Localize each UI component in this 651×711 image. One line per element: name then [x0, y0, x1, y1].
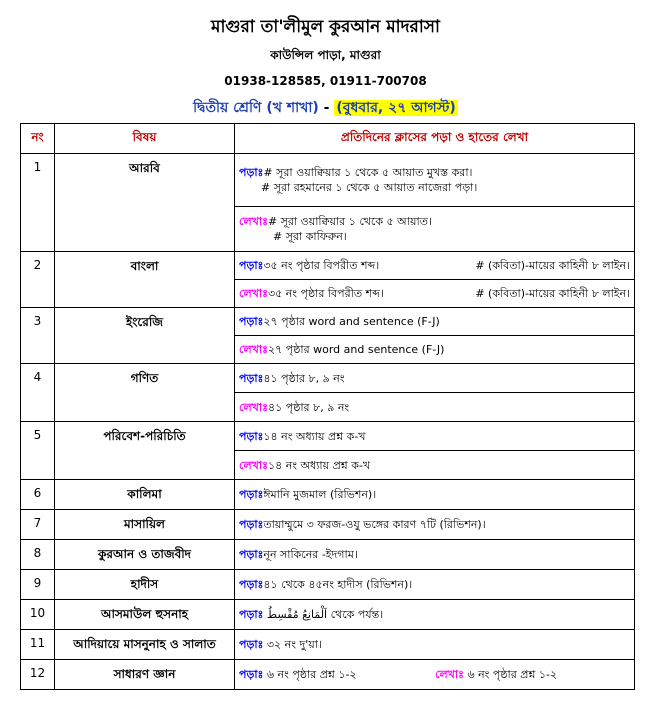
write-cell [235, 451, 635, 480]
read-text: ৪১ পৃষ্ঠার ৮, ৯ নং [263, 371, 345, 385]
row-number: 10 [21, 600, 55, 630]
read-cell [235, 480, 635, 510]
read-label: পড়াঃ [239, 668, 264, 681]
row-number: 2 [21, 252, 55, 308]
read-text: ২৭ পৃষ্ঠার word and sentence (F-J) [263, 315, 440, 328]
write-text: ৩৫ নং পৃষ্ঠার বিপরীত শব্দ। [267, 287, 384, 300]
write-label: লেখাঃ [239, 400, 268, 414]
read-cell [235, 422, 635, 451]
read-label: পড়াঃ [239, 518, 264, 531]
read-text: اَلْمَانِعُ مُقْسِطُ থেকে পর্যন্ত। [266, 608, 384, 621]
row-subject: মাসায়িল [55, 510, 235, 540]
table-row [21, 364, 635, 393]
table-row [21, 540, 635, 570]
read-cell [235, 308, 635, 336]
row-number: 1 [21, 154, 55, 252]
header-subject: বিষয় [55, 124, 235, 154]
date-label: (বুধবার, ২৭ আগস্ট) [336, 100, 456, 116]
row-number: 11 [21, 630, 55, 660]
table-row [21, 600, 635, 630]
row-number: 8 [21, 540, 55, 570]
write-text: ২৭ পৃষ্ঠার word and sentence (F-J) [267, 343, 445, 356]
read-text: ৩৫ নং পৃষ্ঠার বিপরীত শব্দ। [263, 259, 380, 272]
row-subject: গণিত [55, 364, 235, 422]
table-row [21, 154, 635, 207]
row-number: 7 [21, 510, 55, 540]
read-label: পড়াঃ [239, 548, 264, 561]
read-label: পড়াঃ [239, 608, 264, 621]
read-cell [235, 630, 635, 660]
phone-numbers: 01938-128585, 01911-700708 [224, 74, 427, 88]
read-cell [235, 600, 635, 630]
class-title-line [0, 96, 651, 120]
table-row [21, 252, 635, 280]
row-subject: ইংরেজি [55, 308, 235, 364]
read-cell [235, 154, 635, 207]
write-cell [235, 336, 635, 364]
title-separator: - [318, 100, 335, 116]
write-cell [235, 393, 635, 422]
write-text: ৬ নং পৃষ্ঠার প্রশ্ন ১-২ [467, 668, 558, 681]
table-row [21, 570, 635, 600]
read-cell [235, 570, 635, 600]
row-subject: বাংলা [55, 252, 235, 308]
write-text: # সূরা কাফিরুন। [273, 230, 347, 243]
row-number: 3 [21, 308, 55, 364]
write-text: ৪১ পৃষ্ঠার ৮, ৯ নং [267, 400, 350, 414]
read-text: # সূরা রহমানের ১ থেকে ৫ আয়াত নাজেরা পড়া। [261, 181, 478, 194]
read-text: ঈমানি মুজমাল (রিভিশন)। [263, 488, 377, 501]
write-text: ১৪ নং অধ্যায় প্রশ্ন ক-খ [267, 458, 371, 472]
row-number: 4 [21, 364, 55, 422]
row-subject: সাধারণ জ্ঞান [55, 660, 235, 690]
table-row [21, 660, 635, 690]
row-number: 9 [21, 570, 55, 600]
school-address: কাউন্সিল পাড়া, মাগুরা [270, 48, 381, 62]
read-text: ৩২ নং দু'য়া। [266, 638, 322, 651]
read-text: তায়াম্মুমে ৩ ফরজ-ওযু ভঙ্গের কারণ ৭টি (রিভিশন)। [263, 518, 486, 531]
write-text: # সূরা ওয়াক্বিয়ার ১ থেকে ৫ আয়াত। [267, 215, 432, 228]
row-number: 5 [21, 422, 55, 480]
read-label: পড়াঃ [239, 429, 264, 443]
header-number: নং [21, 124, 55, 154]
lesson-table [20, 123, 635, 690]
table-row [21, 630, 635, 660]
write-label: লেখাঃ [239, 287, 268, 300]
write-label: লেখাঃ [239, 343, 268, 356]
row-subject: আরবি [55, 154, 235, 252]
read-cell [235, 540, 635, 570]
read-label: পড়াঃ [239, 371, 264, 385]
read-text: ৬ নং পৃষ্ঠার প্রশ্ন ১-২ [266, 668, 357, 681]
header-lesson: প্রতিদিনের ক্লাসের পড়া ও হাতের লেখা [235, 124, 635, 154]
table-row [21, 480, 635, 510]
write-label: লেখাঃ [435, 668, 464, 681]
table-row [21, 422, 635, 451]
write-cell [235, 280, 635, 308]
write-text: # (কবিতা)-মায়ের কাহিনী ৮ লাইন। [475, 287, 630, 300]
write-label: লেখাঃ [239, 215, 268, 228]
row-number: 6 [21, 480, 55, 510]
read-label: পড়াঃ [239, 259, 264, 272]
read-write-cell [235, 660, 635, 690]
read-label: পড়াঃ [239, 166, 264, 179]
row-subject: কালিমা [55, 480, 235, 510]
read-text: ৪১ থেকে ৪৫নং হাদীস (রিভিশন)। [263, 578, 413, 591]
table-row [21, 510, 635, 540]
write-label: লেখাঃ [239, 458, 268, 472]
row-subject: আসমাউল হুসনাহ [55, 600, 235, 630]
read-cell [235, 364, 635, 393]
row-number: 12 [21, 660, 55, 690]
table-header-row [21, 124, 635, 154]
read-label: পড়াঃ [239, 488, 264, 501]
row-subject: হাদীস [55, 570, 235, 600]
write-cell [235, 207, 635, 252]
read-label: পড়াঃ [239, 315, 264, 328]
read-text: # সূরা ওয়াক্বিয়ার ১ থেকে ৫ আয়াত মুখস্ত করা। [263, 166, 473, 179]
row-subject: কুরআন ও তাজবীদ [55, 540, 235, 570]
read-text: ১৪ নং অধ্যায় প্রশ্ন ক-খ [263, 429, 366, 443]
read-cell [235, 510, 635, 540]
read-cell [235, 252, 635, 280]
table-row [21, 308, 635, 336]
school-name: মাগুরা তা'লীমুল কুরআন মাদরাসা [211, 17, 440, 37]
read-label: পড়াঃ [239, 638, 264, 651]
class-title: দ্বিতীয় শ্রেণি (খ শাখা) [193, 100, 319, 116]
row-subject: পরিবেশ-পরিচিতি [55, 422, 235, 480]
read-text: নূন সাকিনের -ইদগাম। [263, 548, 358, 561]
read-label: পড়াঃ [239, 578, 264, 591]
read-text: # (কবিতা)-মায়ের কাহিনী ৮ লাইন। [475, 259, 630, 272]
row-subject: আদিয়ায়ে মাসনুনাহ ও সালাত [55, 630, 235, 660]
